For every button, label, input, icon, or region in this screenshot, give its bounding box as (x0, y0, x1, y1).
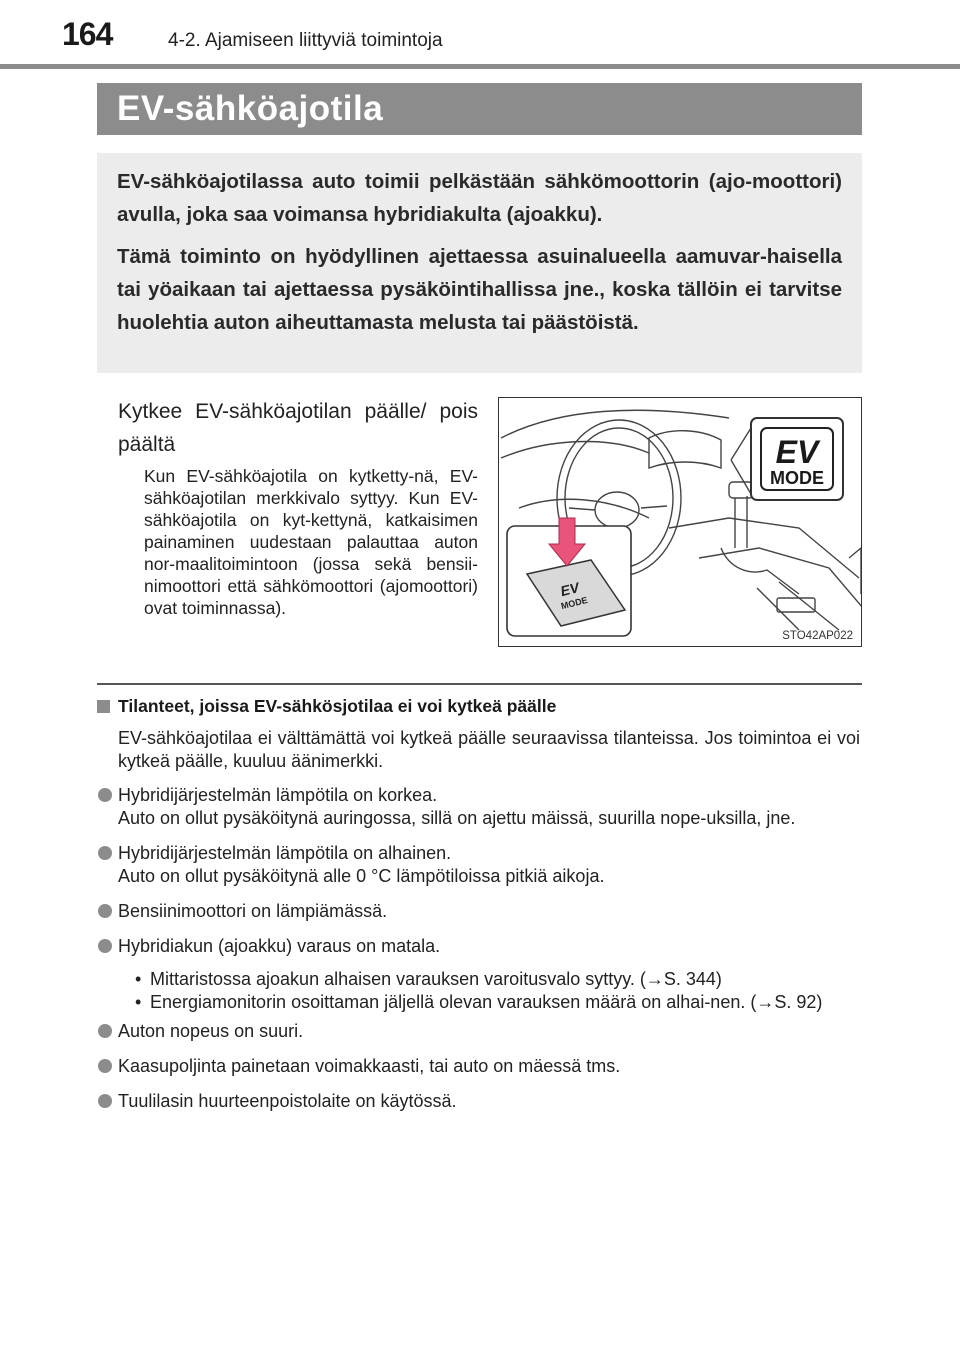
section-title: EV-sähköajotila (117, 89, 384, 128)
circle-bullet-icon (98, 846, 112, 860)
conditions-list (97, 784, 862, 1113)
sub-list-item: • Energiamonitorin osoittaman jäljellä olevan varauksen määrä on alhai-nen. (→S. 92) (135, 992, 823, 1012)
conditions-lead: EV-sähköajotilaa ei välttämättä voi kytkeä päälle seuraavissa tilanteissa. Jos toimintoa ei voi kytkeä päälle, kuuluu äänimerkki. (118, 728, 860, 771)
intro-paragraph-1: EV-sähköajotilassa auto toimii pelkästään sähkömoottorin (ajo-moottori) avulla, joka saa voimansa hybridiakulta (ajoakku). (117, 170, 842, 226)
circle-bullet-icon (98, 904, 112, 918)
ev-button-text-2: MODE (770, 468, 824, 488)
ev-button-text-1: EV (775, 434, 819, 470)
intro-box (97, 153, 862, 373)
chapter-title: 4-2. Ajamiseen liittyviä toimintoja (168, 30, 443, 51)
list-item: Hybridijärjestelmän lämpötila on alhainen. Auto on ollut pysäköitynä alle 0 °C lämpötiloissa pitkiä aikoja. (97, 842, 862, 888)
circle-bullet-icon (98, 1094, 112, 1108)
list-item: Tuulilasin huurteenpoistolaite on käytössä. (97, 1090, 862, 1113)
sub-list-item: • Mittaristossa ajoakun alhaisen varauksen varoitusvalo syttyy. (→S. 344) (135, 969, 722, 989)
sub-list (97, 968, 862, 1014)
intro-paragraph-2: Tämä toiminto on hyödyllinen ajettaessa asuinalueella aamuvar-haisella tai yöaikaan tai ajettaessa pysäköintihallissa jne., koska tällöin ei tarvitse huolehtia auton aiheuttamasta melusta tai päästöistä. (117, 245, 842, 334)
bullet-mark: • (135, 969, 142, 989)
figure-code: STO42AP022 (782, 630, 853, 642)
circle-bullet-icon (98, 1024, 112, 1038)
list-item: Hybridiakun (ajoakku) varaus on matala. (97, 935, 862, 958)
section-title-bar (97, 83, 862, 135)
page-header (0, 0, 960, 68)
circle-bullet-icon (98, 939, 112, 953)
ev-mode-figure (498, 397, 862, 647)
switch-text-1: EV (558, 579, 581, 600)
list-item: Hybridijärjestelmän lämpötila on korkea. Auto on ollut pysäköitynä auringossa, sillä on ajettu mäissä, suurilla nope-uksilla, jne. (97, 784, 862, 830)
switch-description: Kun EV-sähköajotila on kytketty-nä, EV-sähköajotilan merkkivalo syttyy. Kun EV-sähköajotila on kyt-kettynä, katkaisimen painaminen uudestaan palauttaa auton nor-maalitoimintoon (jossa sekä bensii-nimoottori että sähkömoottori (ajomoottori) ovat toiminnassa). (144, 466, 478, 618)
section-divider (97, 683, 862, 685)
list-item: Auton nopeus on suuri. (97, 1020, 862, 1043)
circle-bullet-icon (98, 1059, 112, 1073)
circle-bullet-icon (98, 788, 112, 802)
square-bullet-icon (97, 700, 110, 713)
header-divider (0, 64, 960, 69)
page-number: 164 (62, 16, 113, 52)
list-item: Kaasupoljinta painetaan voimakkaasti, tai auto on mäessä tms. (97, 1055, 862, 1078)
conditions-title (97, 696, 862, 717)
conditions-title-text: Tilanteet, joissa EV-sähkösjotilaa ei voi kytkeä päälle (118, 696, 557, 716)
switch-text-2: MODE (559, 594, 589, 612)
switch-label: Kytkee EV-sähköajotilan päälle/ pois päältä (118, 400, 478, 456)
dashboard-illustration (499, 398, 862, 647)
list-item: Bensiinimoottori on lämpiämässä. (97, 900, 862, 923)
bullet-mark: • (135, 992, 142, 1012)
